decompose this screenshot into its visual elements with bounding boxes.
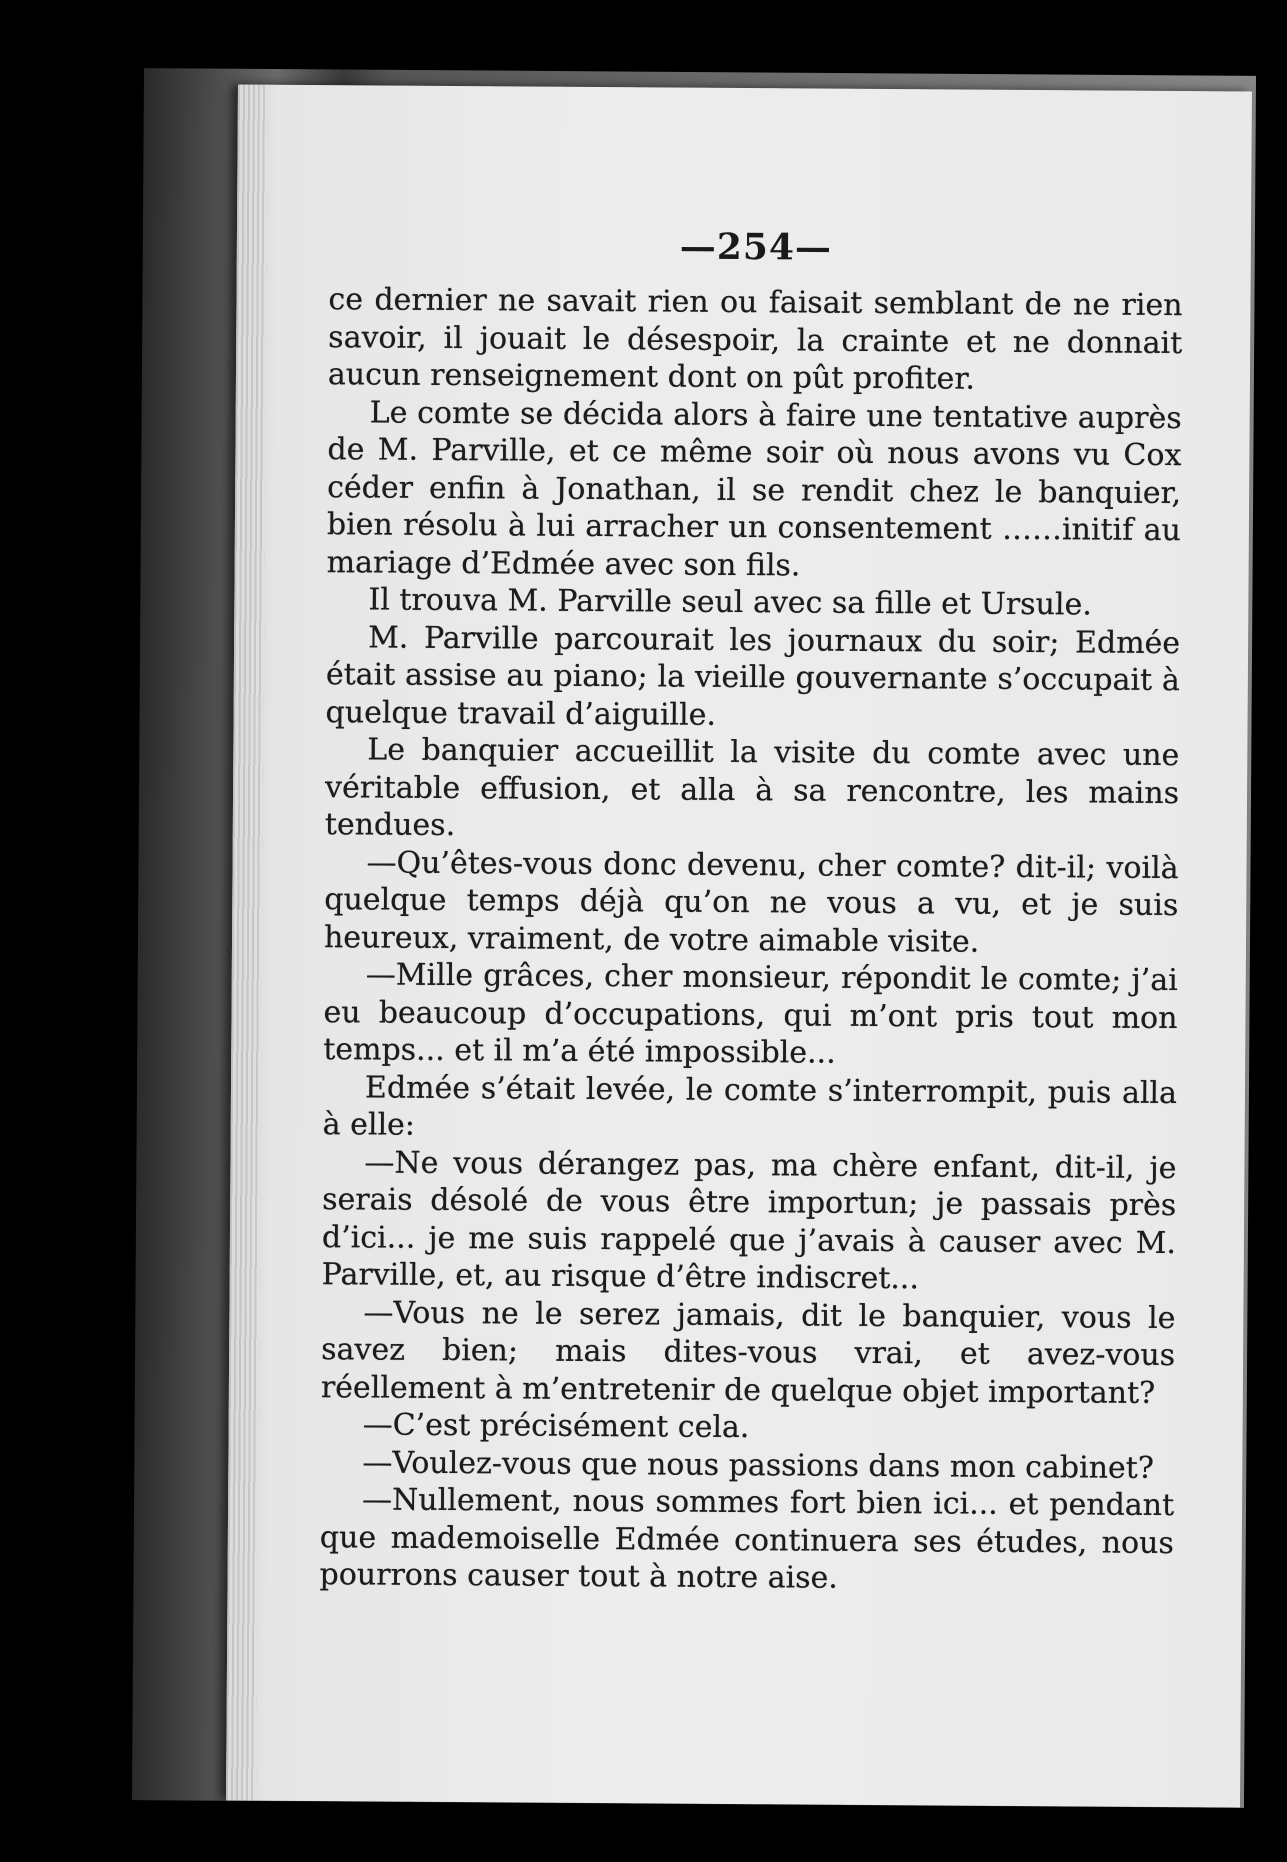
paragraph: Le comte se décida alors à faire une tentative auprès de M. Parville, et ce même soir où nous avons vu Cox céder enfin à Jonathan, il se rendit chez le banquier, bien résolu à lui arracher un consentement ……initif au mariage d’Edmée avec son fils. [326, 394, 1182, 583]
page-number: —254— [679, 225, 833, 269]
paragraph: —Mille grâces, cher monsieur, répondit le comte; j’ai eu beaucoup d’occupations, qui m’ont pris tout mon temps... et il m’a été impossible... [323, 957, 1178, 1071]
paragraph: Il trouva M. Parville seul avec sa fille et Ursule. [368, 582, 1092, 623]
paragraph: —Qu’êtes-vous donc devenu, cher comte? dit-il; voilà quelque temps déjà qu’on ne vous a vu, et je suis heureux, vraiment, de votre aimable visite. [323, 844, 1179, 960]
paragraph: M. Parville parcourait les journaux du soir; Edmée était assise au piano; la vieille gouvernante s’occupait à quelque travail d’aiguille. [325, 619, 1181, 733]
paragraph: —C’est précisément cela. [362, 1407, 750, 1446]
paragraph: Le banquier accueillit la visite du comte avec une véritable effusion, et alla à sa rencontre, les mains tendues. [324, 732, 1180, 844]
book-page [226, 84, 1252, 1807]
paragraph: —Vous ne le serez jamais, dit le banquier, vous le savez bien; mais dites-vous vrai, et avez-vous réellement à m’entretenir de quelque objet important? [320, 1294, 1176, 1411]
paragraph: —Ne vous dérangez pas, ma chère enfant, dit-il, je serais désolé de vous être importun; je passais près d’ici... je me suis rappelé que j’avais à causer avec M. Parville, et, au risque d’être indiscret... [321, 1144, 1177, 1297]
paragraph: —Voulez-vous que nous passions dans mon cabinet? [362, 1444, 1154, 1486]
page-content [319, 223, 1183, 1599]
paragraph: —Nullement, nous sommes fort bien ici... et pendant que mademoiselle Edmée continuera ses études, nous pourrons causer tout à notre aise. [319, 1482, 1175, 1596]
paragraph: Edmée s’était levée, le comte s’interrompit, puis alla à elle: [322, 1069, 1178, 1143]
paragraph: ce dernier ne savait rien ou faisait semblant de ne rien savoir, il jouait le désespoir, la crainte et ne donnait aucun renseignement dont on pût profiter. [327, 282, 1183, 397]
